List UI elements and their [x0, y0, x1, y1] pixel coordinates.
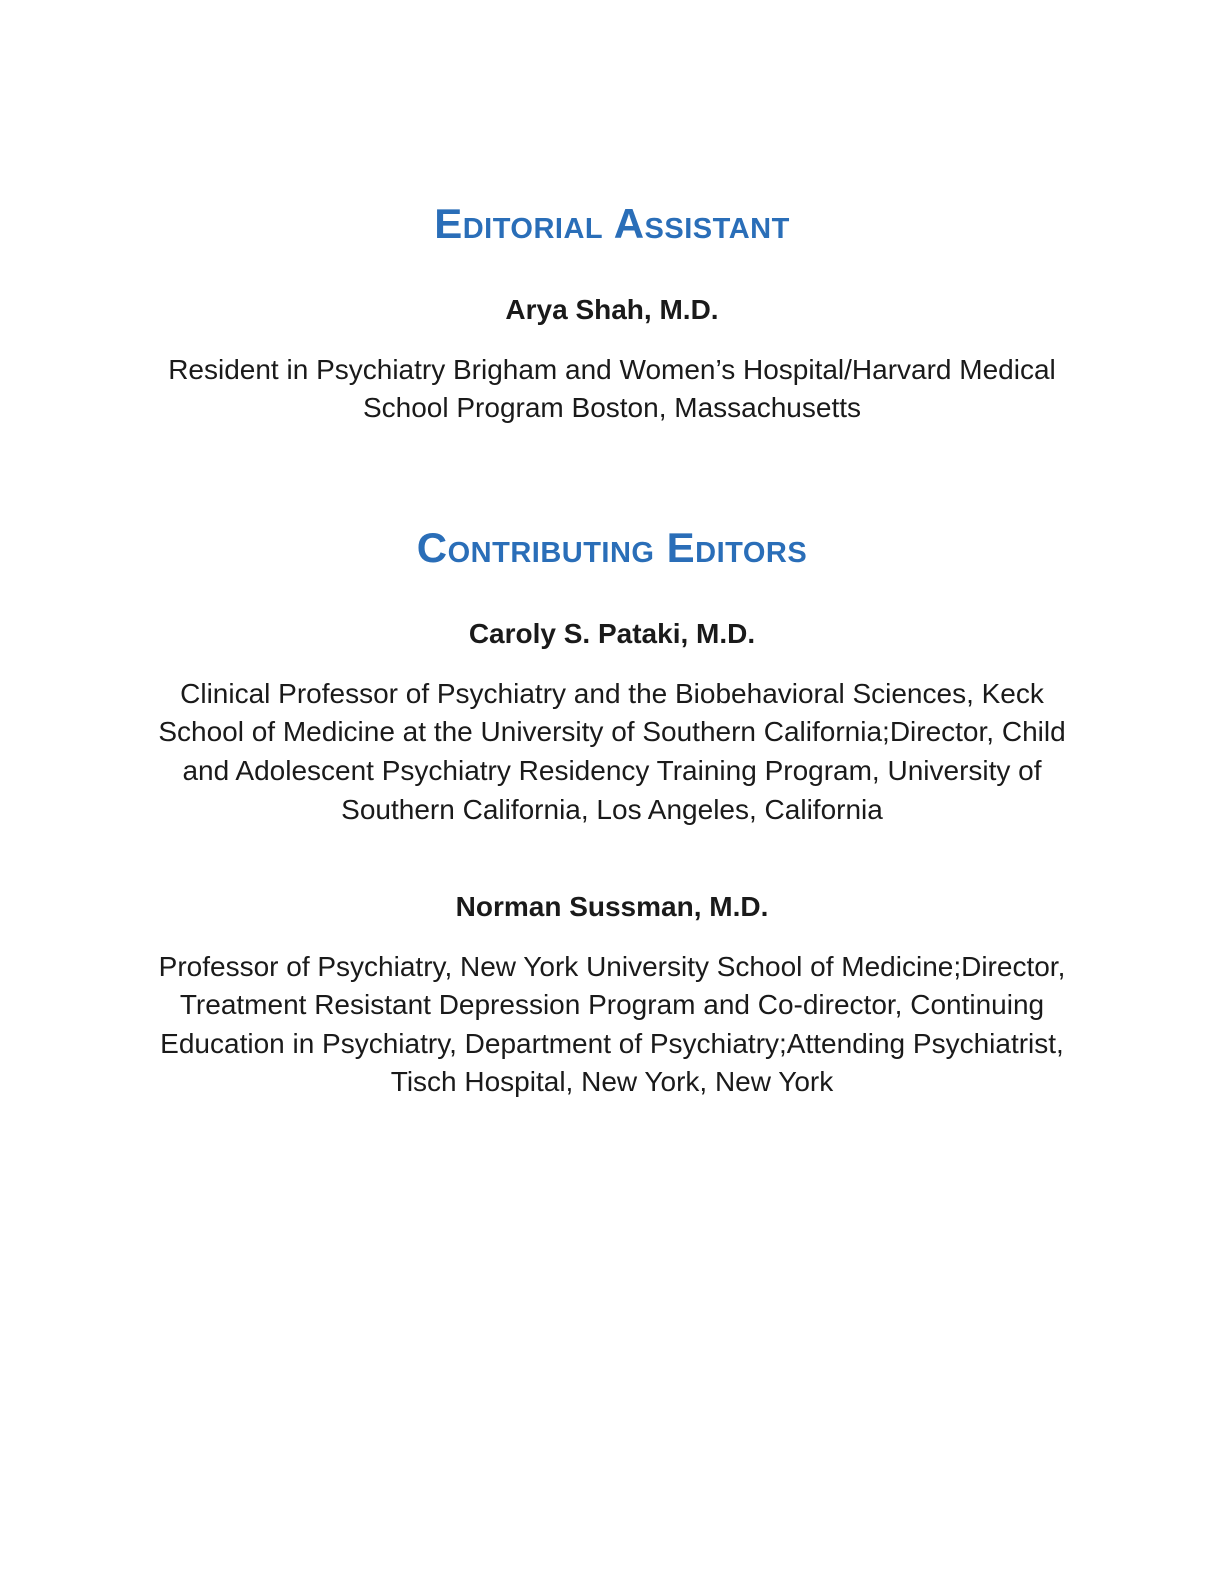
section-heading: Contributing Editors [416, 523, 808, 571]
editor-entry [132, 889, 1092, 1102]
editor-affiliation: Resident in Psychiatry Brigham and Women’s Hospital/Harvard Medical School Program Boston, Massachusetts [168, 353, 1056, 424]
editor-entry [132, 292, 1092, 428]
section-contributing-editors [132, 524, 1092, 1102]
editor-name: Arya Shah, M.D. [505, 294, 719, 326]
editor-name: Caroly S. Pataki, M.D. [468, 618, 756, 650]
editor-name: Norman Sussman, M.D. [455, 891, 769, 923]
section-heading: Editorial Assistant [434, 200, 790, 247]
editor-entry [132, 616, 1092, 829]
editor-affiliation: Clinical Professor of Psychiatry and the Biobehavioral Sciences, Keck School of Medicine at the University of Southern California;Director, Child and Adolescent Psychiatry Residency Training Program, University of Southern California, Los Angeles, California [158, 677, 1066, 825]
page-content [132, 200, 1092, 1102]
section-editorial-assistant [132, 200, 1092, 428]
editor-affiliation: Professor of Psychiatry, New York University School of Medicine;Director, Treatment Resistant Depression Program and Co-director, Continuing Education in Psychiatry, Department of Psychiatry;Attending Psychiatrist, Tisch Hospital, New York, New York [158, 950, 1066, 1098]
